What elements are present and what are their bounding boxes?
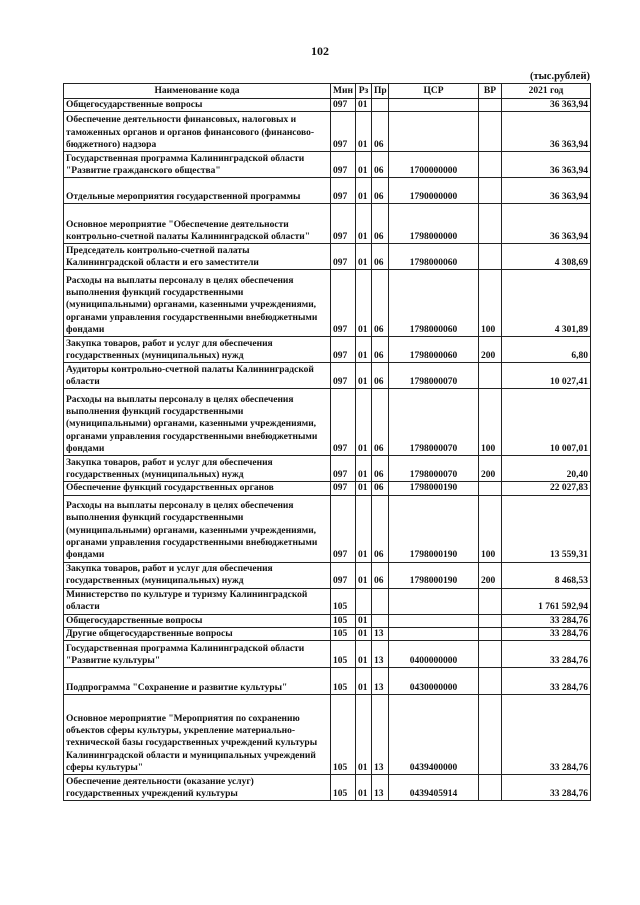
cell-pr: 06 [372,112,389,152]
table-row [64,562,591,588]
cell-name: Обеспечение функций государственных органов [64,482,331,495]
cell-pr: 13 [372,668,389,695]
table-row [64,668,591,695]
table-row [64,695,591,775]
budget-table [63,83,591,801]
cell-name: Председатель контрольно-счетной палаты Калининградской области и его заместители [64,244,331,270]
cell-pr: 06 [372,482,389,495]
cell-amount: 33 284,76 [502,775,591,801]
header-pr: Пр [372,84,389,99]
cell-vr [479,695,502,775]
cell-vr [479,244,502,270]
cell-rz: 01 [356,337,372,363]
cell-name: Расходы на выплаты персоналу в целях обеспечения выполнения функций государственными (муниципальными) органами, казенными учреждениями, органами управления государственными внебюджетными фондами [64,495,331,562]
table-row [64,204,591,244]
cell-name: Расходы на выплаты персоналу в целях обеспечения выполнения функций государственными (муниципальными) органами, казенными учреждениями, органами управления государственными внебюджетными фондами [64,270,331,337]
cell-vr [479,614,502,627]
header-name: Наименование кода [64,84,331,99]
cell-min: 097 [331,99,356,112]
cell-pr: 13 [372,641,389,668]
cell-name: Основное мероприятие "Обеспечение деятельности контрольно-счетной палаты Калининградской области" [64,204,331,244]
table-row [64,641,591,668]
table-row [64,244,591,270]
cell-amount: 10 007,01 [502,389,591,456]
cell-vr: 200 [479,337,502,363]
cell-rz: 01 [356,389,372,456]
cell-name: Расходы на выплаты персоналу в целях обеспечения выполнения функций государственными (муниципальными) органами, казенными учреждениями, органами управления государственными внебюджетными фондами [64,389,331,456]
cell-rz: 01 [356,99,372,112]
cell-rz: 01 [356,363,372,389]
cell-rz: 01 [356,614,372,627]
cell-min: 105 [331,641,356,668]
cell-pr: 06 [372,270,389,337]
table-row [64,389,591,456]
cell-amount: 36 363,94 [502,204,591,244]
cell-csr: 0400000000 [389,641,479,668]
cell-rz: 01 [356,562,372,588]
cell-csr: 1798000070 [389,389,479,456]
cell-min: 097 [331,112,356,152]
cell-vr [479,641,502,668]
cell-vr: 200 [479,562,502,588]
cell-csr [389,588,479,614]
cell-pr: 06 [372,389,389,456]
cell-pr: 13 [372,627,389,640]
cell-min: 097 [331,244,356,270]
cell-csr: 1700000000 [389,152,479,178]
cell-pr: 06 [372,244,389,270]
cell-vr [479,99,502,112]
cell-rz: 01 [356,482,372,495]
cell-min: 105 [331,668,356,695]
table-row [64,99,591,112]
table-row [64,495,591,562]
table-row [64,152,591,178]
cell-vr [479,668,502,695]
cell-pr: 06 [372,495,389,562]
cell-csr: 1798000070 [389,456,479,482]
cell-min: 097 [331,204,356,244]
cell-min: 097 [331,337,356,363]
table-row [64,456,591,482]
cell-rz: 01 [356,668,372,695]
cell-name: Государственная программа Калининградской области "Развитие гражданского общества" [64,152,331,178]
cell-vr [479,204,502,244]
table-row [64,270,591,337]
cell-rz: 01 [356,627,372,640]
cell-min: 097 [331,495,356,562]
header-csr: ЦСР [389,84,479,99]
cell-vr [479,775,502,801]
cell-csr: 1798000000 [389,204,479,244]
cell-name: Закупка товаров, работ и услуг для обеспечения государственных (муниципальных) нужд [64,456,331,482]
cell-amount: 20,40 [502,456,591,482]
cell-amount: 33 284,76 [502,641,591,668]
cell-rz: 01 [356,641,372,668]
cell-name: Подпрограмма "Сохранение и развитие культуры" [64,668,331,695]
cell-name: Обеспечение деятельности (оказание услуг) государственных учреждений культуры [64,775,331,801]
cell-rz: 01 [356,695,372,775]
cell-rz: 01 [356,775,372,801]
cell-rz: 01 [356,495,372,562]
cell-pr: 13 [372,695,389,775]
cell-min: 097 [331,482,356,495]
cell-vr [479,627,502,640]
table-row [64,588,591,614]
cell-amount: 33 284,76 [502,627,591,640]
cell-name: Другие общегосударственные вопросы [64,627,331,640]
cell-name: Аудиторы контрольно-счетной палаты Калининградской области [64,363,331,389]
table-row [64,775,591,801]
cell-min: 097 [331,270,356,337]
cell-rz: 01 [356,152,372,178]
cell-csr: 1798000060 [389,244,479,270]
cell-vr [479,588,502,614]
table-row [64,112,591,152]
table-row [64,363,591,389]
header-min: Мин [331,84,356,99]
cell-pr [372,588,389,614]
cell-csr: 1798000060 [389,270,479,337]
cell-min: 097 [331,363,356,389]
cell-vr: 200 [479,456,502,482]
cell-amount: 36 363,94 [502,178,591,204]
cell-vr: 100 [479,270,502,337]
cell-min: 097 [331,456,356,482]
cell-name: Закупка товаров, работ и услуг для обеспечения государственных (муниципальных) нужд [64,337,331,363]
cell-csr: 1790000000 [389,178,479,204]
cell-csr: 0430000000 [389,668,479,695]
header-rz: Рз [356,84,372,99]
table-body [64,99,591,801]
cell-amount: 36 363,94 [502,152,591,178]
table-row [64,482,591,495]
page-number: 102 [311,44,329,58]
cell-vr [479,112,502,152]
cell-rz [356,588,372,614]
cell-min: 097 [331,389,356,456]
header-vr: ВР [479,84,502,99]
cell-csr: 1798000190 [389,562,479,588]
cell-name: Отдельные мероприятия государственной программы [64,178,331,204]
cell-amount: 1 761 592,94 [502,588,591,614]
cell-amount: 33 284,76 [502,614,591,627]
cell-csr: 0439400000 [389,695,479,775]
cell-amount: 13 559,31 [502,495,591,562]
cell-vr [479,482,502,495]
cell-vr [479,152,502,178]
cell-csr [389,614,479,627]
cell-vr [479,178,502,204]
cell-vr [479,363,502,389]
cell-rz: 01 [356,178,372,204]
cell-csr: 1798000060 [389,337,479,363]
table-row [64,337,591,363]
cell-pr: 06 [372,562,389,588]
units-label: (тыс.рублей) [529,71,590,82]
cell-min: 105 [331,695,356,775]
cell-name: Общегосударственные вопросы [64,99,331,112]
cell-min: 105 [331,627,356,640]
cell-vr: 100 [479,495,502,562]
cell-name: Закупка товаров, работ и услуг для обеспечения государственных (муниципальных) нужд [64,562,331,588]
cell-amount: 6,80 [502,337,591,363]
cell-amount: 33 284,76 [502,695,591,775]
cell-amount: 33 284,76 [502,668,591,695]
cell-csr [389,99,479,112]
table-header-row [64,84,591,99]
cell-csr: 0439405914 [389,775,479,801]
cell-amount: 10 027,41 [502,363,591,389]
table-row [64,178,591,204]
cell-csr: 1798000190 [389,495,479,562]
cell-csr [389,112,479,152]
cell-pr: 06 [372,337,389,363]
cell-rz: 01 [356,204,372,244]
cell-csr: 1798000190 [389,482,479,495]
table-row [64,627,591,640]
cell-name: Министерство по культуре и туризму Калининградской области [64,588,331,614]
cell-pr: 06 [372,178,389,204]
cell-pr: 06 [372,204,389,244]
cell-vr: 100 [479,389,502,456]
cell-pr: 06 [372,456,389,482]
cell-pr [372,614,389,627]
cell-amount: 36 363,94 [502,112,591,152]
cell-amount: 4 308,69 [502,244,591,270]
cell-csr [389,627,479,640]
cell-amount: 8 468,53 [502,562,591,588]
cell-amount: 22 027,83 [502,482,591,495]
cell-rz: 01 [356,112,372,152]
cell-min: 105 [331,614,356,627]
table-row [64,614,591,627]
cell-name: Общегосударственные вопросы [64,614,331,627]
header-year: 2021 год [502,84,591,99]
cell-pr [372,99,389,112]
cell-csr: 1798000070 [389,363,479,389]
cell-amount: 36 363,94 [502,99,591,112]
cell-name: Основное мероприятие "Мероприятия по сохранению объектов сферы культуры, укрепление материально-технической базы государственных учреждений культуры Калининградской области и муниципальных учреждений сферы культуры" [64,695,331,775]
cell-min: 097 [331,152,356,178]
cell-pr: 06 [372,363,389,389]
cell-name: Государственная программа Калининградской области "Развитие культуры" [64,641,331,668]
cell-pr: 06 [372,152,389,178]
cell-min: 105 [331,588,356,614]
cell-amount: 4 301,89 [502,270,591,337]
cell-name: Обеспечение деятельности финансовых, налоговых и таможенных органов и органов финансового (финансово-бюджетного) надзора [64,112,331,152]
cell-rz: 01 [356,244,372,270]
cell-min: 097 [331,562,356,588]
cell-min: 105 [331,775,356,801]
cell-pr: 13 [372,775,389,801]
cell-min: 097 [331,178,356,204]
cell-rz: 01 [356,456,372,482]
cell-rz: 01 [356,270,372,337]
